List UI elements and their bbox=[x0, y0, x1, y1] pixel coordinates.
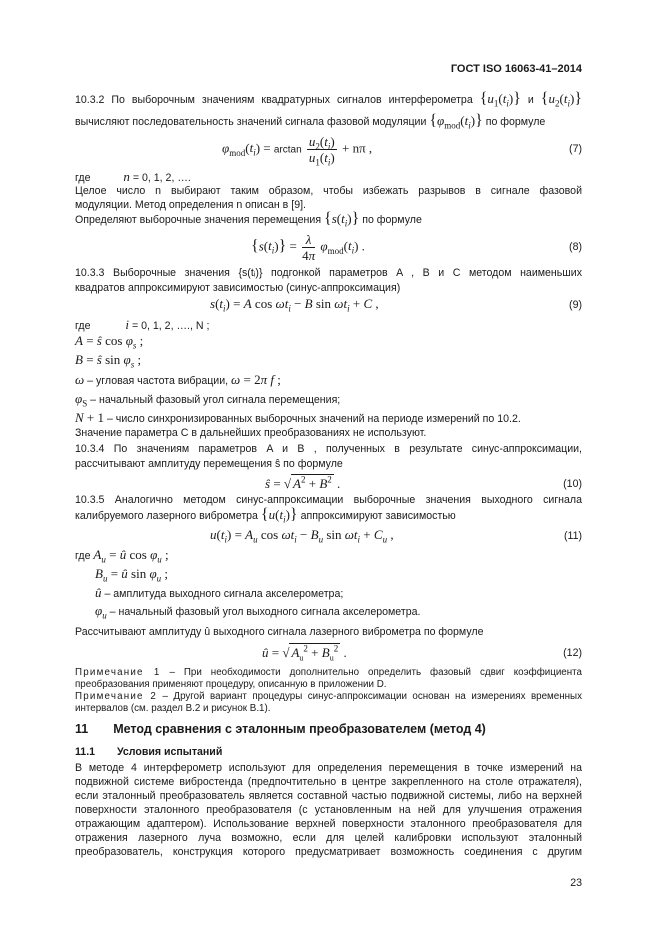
amp-u-line: Рассчитывают амплитуду û выходного сигнала лазерного виброметра по формуле bbox=[75, 626, 484, 638]
note-1-line2: преобразования применяют процедуру, описанную в приложении D. bbox=[75, 679, 387, 690]
para-1032-line1: 10.3.2 По выборочным значениям квадратурных сигналов интерферометра $\{u_1(t_i)\}$ и $\{u_2(t_i)\}$ bbox=[75, 90, 582, 109]
body-line-5: отражающим адаптером). Использование верхней поверхности эталонного преобразователя для bbox=[75, 818, 582, 830]
body-line-3: если эталонный преобразователь является составной частью подвижной системы, либо на верхней bbox=[75, 790, 582, 802]
para-1034-line1: 10.3.4 По значениям параметров A и B , полученных в результате синус-аппроксимации, bbox=[75, 443, 582, 455]
body-line-2: подвижной системе вибростенда (предпочтительно в центре закрепленного на столе отражателя), bbox=[75, 776, 582, 788]
quadrature-signal-u2: $\{u_2(t_i)\}$ bbox=[540, 90, 582, 109]
def-phi-s: $\varphi_S$ – начальный фазовый угол сигнала перемещения; bbox=[75, 391, 341, 409]
where-11: где $A_u$ = û $\cos \varphi_u$ ; bbox=[75, 547, 169, 565]
note-2-line1: Примечание 2 – Другой вариант процедуры синус-аппроксимации основан на измерениях временных bbox=[75, 691, 582, 702]
note-1-line1: Примечание 1 – При необходимости дополнительно определить фазовый сдвиг коэффициента bbox=[75, 667, 582, 678]
equation-8: $\{s(t_i)\}$ = $\frac{\lambda}{4\pi}$ $\varphi_{mod}(t_i)$ . bbox=[251, 232, 365, 263]
equation-8-label: (8) bbox=[569, 241, 582, 253]
para-1033-line2: квадратов аппроксимируют зависимостью (синус-аппроксимация) bbox=[75, 282, 401, 294]
def-omega: ω – угловая частота вибрации, ω = 2π f ; bbox=[75, 372, 281, 387]
equation-10: ŝ = √ $A^2 + B^2$ . bbox=[265, 474, 341, 491]
def-a: A = ŝ $\cos \varphi_s$ ; bbox=[75, 333, 144, 351]
note-2-line2: интервалов (см. раздел В.2 и рисунок В.1). bbox=[75, 703, 271, 714]
section-11-heading: 11 Метод сравнения с эталонным преобразователем (метод 4) bbox=[75, 722, 486, 736]
para-1034-line2: рассчитывают амплитуду перемещения ŝ по формуле bbox=[75, 458, 343, 470]
equation-11-label: (11) bbox=[563, 530, 582, 542]
page-number: 23 bbox=[570, 877, 582, 889]
para-1035-line2: калибруемого лазерного виброметра $\{u(t_i)\}$ аппроксимируют зависимостью bbox=[75, 506, 456, 525]
phase-modulation-set: $\{\varphi_{mod}(t_i)\}$ bbox=[429, 112, 483, 131]
para-1032-line2: вычисляют последовательность значений сигнала фазовой модуляции $\{\varphi_{mod}(t_i)\}$ по формуле bbox=[75, 112, 546, 131]
integer-line1: Целое число n выбирают таким образом, чтобы избежать разрывов в сигнале фазовой bbox=[75, 185, 582, 197]
where-7: где n = 0, 1, 2, …. bbox=[75, 169, 191, 184]
equation-9-label: (9) bbox=[569, 299, 582, 311]
equation-12: û = √ $A_u^2 + B_u^2$ . bbox=[262, 643, 347, 663]
def-b: B = ŝ $\sin \varphi_s$ ; bbox=[75, 352, 142, 370]
equation-10-label: (10) bbox=[563, 478, 582, 490]
equation-12-label: (12) bbox=[563, 647, 582, 659]
quadrature-signal-u1: $\{u_1(t_i)\}$ bbox=[479, 90, 521, 109]
equation-7: $\varphi_{mod}(t_i) = \arctan$ $\frac{u_2(t_i)}{u_1(t_i)}$ + nπ , bbox=[222, 134, 373, 168]
integer-line2: модуляции. Метод определения n описан в [9]. bbox=[75, 199, 306, 211]
para-1035-line1: 10.3.5 Аналогично методом синус-аппроксимации выборочные значения выходного сигнала bbox=[75, 494, 582, 506]
body-line-6: отражения лазерного луча возможно, если для целей калибровки используют эталонный bbox=[75, 832, 582, 844]
displacement-set: $\{s(t_i)\}$ bbox=[324, 210, 360, 229]
displacement-line: Определяют выборочные значения перемещения $\{s(t_i)\}$ по формуле bbox=[75, 210, 422, 229]
where-9: где i = 0, 1, 2, …., N ; bbox=[75, 317, 210, 332]
def-bu: $B_u$ = û $\sin \varphi_u$ ; bbox=[95, 566, 169, 584]
body-line-7: преобразователь, конструкция которого предусматривает возможность соединения с другим bbox=[75, 846, 582, 858]
subsection-11-1-heading: 11.1 Условия испытаний bbox=[75, 746, 223, 758]
equation-7-label: (7) bbox=[569, 143, 582, 155]
document-id: ГОСТ ISO 16063-41–2014 bbox=[450, 63, 582, 75]
def-u-hat: û – амплитуда выходного сигнала акселерометра; bbox=[95, 585, 344, 600]
para-1033-line1: 10.3.3 Выборочные значения {s(tᵢ)} подгонкой параметров A , B и C методом наименьших bbox=[75, 267, 582, 279]
equation-9: $s(t_i) = A$ $\cos \omega t_i - B$ $\sin \omega t_i + C$ , bbox=[210, 296, 379, 314]
def-n1: N + 1 – число синхронизированных выборочных значений на периоде измерений по 10.2. bbox=[75, 410, 521, 425]
body-line-1: В методе 4 интерферометр используют для определения перемещения в точке измерений на bbox=[75, 762, 582, 774]
c-note: Значение параметра C в дальнейших преобразованиях не используют. bbox=[75, 427, 427, 439]
body-line-4: поверхности эталонного преобразователя (с установленным на ней для улучшения отражения bbox=[75, 804, 582, 816]
def-phi-u: $\varphi_u$ – начальный фазовый угол выходного сигнала акселерометра. bbox=[95, 603, 421, 621]
output-signal-set: $\{u(t_i)\}$ bbox=[260, 506, 298, 525]
equation-11: $u(t_i) = A_u$ $\cos \omega t_i - B_u$ $\sin \omega t_i + C_u$ , bbox=[210, 527, 394, 545]
